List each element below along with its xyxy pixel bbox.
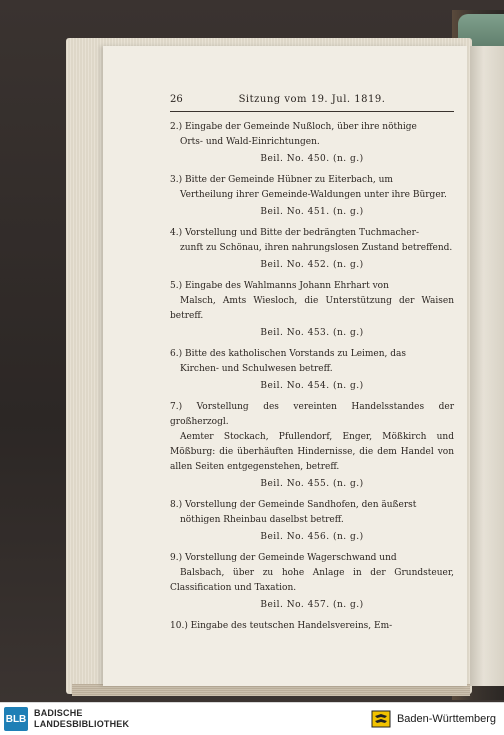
entry-continuation: Malsch, Amts Wiesloch, die Unterstützung der Waisen betreff. [170, 296, 454, 321]
entry-last-line: 10.) Eingabe des teutschen Handelsvereins, Em- [170, 621, 393, 631]
entry-7 [170, 400, 454, 492]
entry-first-line: 6.) Bitte des katholischen Vorstands zu Leimen, das [170, 349, 407, 359]
beilage-reference: Beil. No. 455. (n. g.) [260, 479, 364, 489]
entry-3 [170, 173, 454, 220]
entry-first-line: 4.) Vorstellung und Bitte der bedrängten Tuchmacher- [170, 228, 419, 238]
crest-icon [371, 710, 391, 728]
entry-6 [170, 347, 454, 394]
beilage-reference: Beil. No. 457. (n. g.) [260, 600, 364, 610]
entry-first-line: 3.) Bitte der Gemeinde Hübner zu Eiterbach, um [170, 175, 393, 185]
entry-9 [170, 551, 454, 613]
baden-wuerttemberg-logo[interactable] [371, 710, 496, 728]
page-header [170, 92, 454, 112]
entry-2 [170, 120, 454, 167]
entry-first-line: 5.) Eingabe des Wahlmanns Johann Ehrhart von [170, 281, 389, 291]
library-name-line1: BADISCHE [34, 708, 83, 718]
entry-first-line: 9.) Vorstellung der Gemeinde Wagerschwand und [170, 553, 397, 563]
page-number: 26 [170, 94, 183, 105]
entry-first-line: 7.) Vorstellung des vereinten Handelsstandes der großherzogl. [170, 402, 454, 427]
beilage-reference: Beil. No. 452. (n. g.) [260, 260, 364, 270]
entry-first-line: 8.) Vorstellung der Gemeinde Sandhofen, den äußerst [170, 500, 417, 510]
entry-5 [170, 279, 454, 341]
entry-continuation: Balsbach, über zu hohe Anlage in der Grundsteuer, Classification und Taxation. [170, 568, 454, 593]
entry-text [170, 173, 454, 203]
beilage-reference: Beil. No. 453. (n. g.) [260, 328, 364, 338]
footer-bar [0, 702, 504, 735]
entry-continuation: Orts- und Wald-Einrichtungen. [180, 137, 320, 147]
entry-text [170, 347, 454, 377]
entry-first-line: 2.) Eingabe der Gemeinde Nußloch, über ihre nöthige [170, 122, 417, 132]
state-name: Baden-Württemberg [396, 713, 496, 725]
beilage-reference: Beil. No. 450. (n. g.) [260, 154, 364, 164]
library-name[interactable] [34, 708, 129, 730]
next-page-sliver [470, 46, 504, 686]
library-name-line2: LANDESBIBLIOTHEK [34, 719, 130, 729]
entry-text [170, 551, 454, 596]
beilage-reference: Beil. No. 456. (n. g.) [260, 532, 364, 542]
entry-10 [170, 619, 454, 634]
entry-text [170, 226, 454, 256]
entry-text [170, 400, 454, 475]
entry-continuation: Vertheilung ihrer Gemeinde-Waldungen unter ihre Bürger. [180, 190, 447, 200]
entry-continuation: zunft zu Schönau, ihren nahrungslosen Zustand betreffend. [180, 243, 453, 253]
entry-text [170, 120, 454, 150]
beilage-reference: Beil. No. 451. (n. g.) [260, 207, 364, 217]
entry-continuation: Kirchen- und Schulwesen betreff. [180, 364, 333, 374]
entry-8 [170, 498, 454, 545]
entry-continuation: Aemter Stockach, Pfullendorf, Enger, Mößkirch und Mößburg: die überhäuften Hindernisse, die dem Handel von allen Seiten entgegenstehen, betreff. [170, 432, 454, 472]
entry-continuation: nöthigen Rheinbau daselbst betreff. [180, 515, 344, 525]
entry-4 [170, 226, 454, 273]
entry-text [170, 279, 454, 324]
entry-text [170, 498, 454, 528]
blb-logo[interactable]: BLB [4, 707, 28, 731]
beilage-reference: Beil. No. 454. (n. g.) [260, 381, 364, 391]
page-content [170, 92, 454, 640]
running-title: Sitzung vom 19. Jul. 1819. [238, 94, 386, 105]
